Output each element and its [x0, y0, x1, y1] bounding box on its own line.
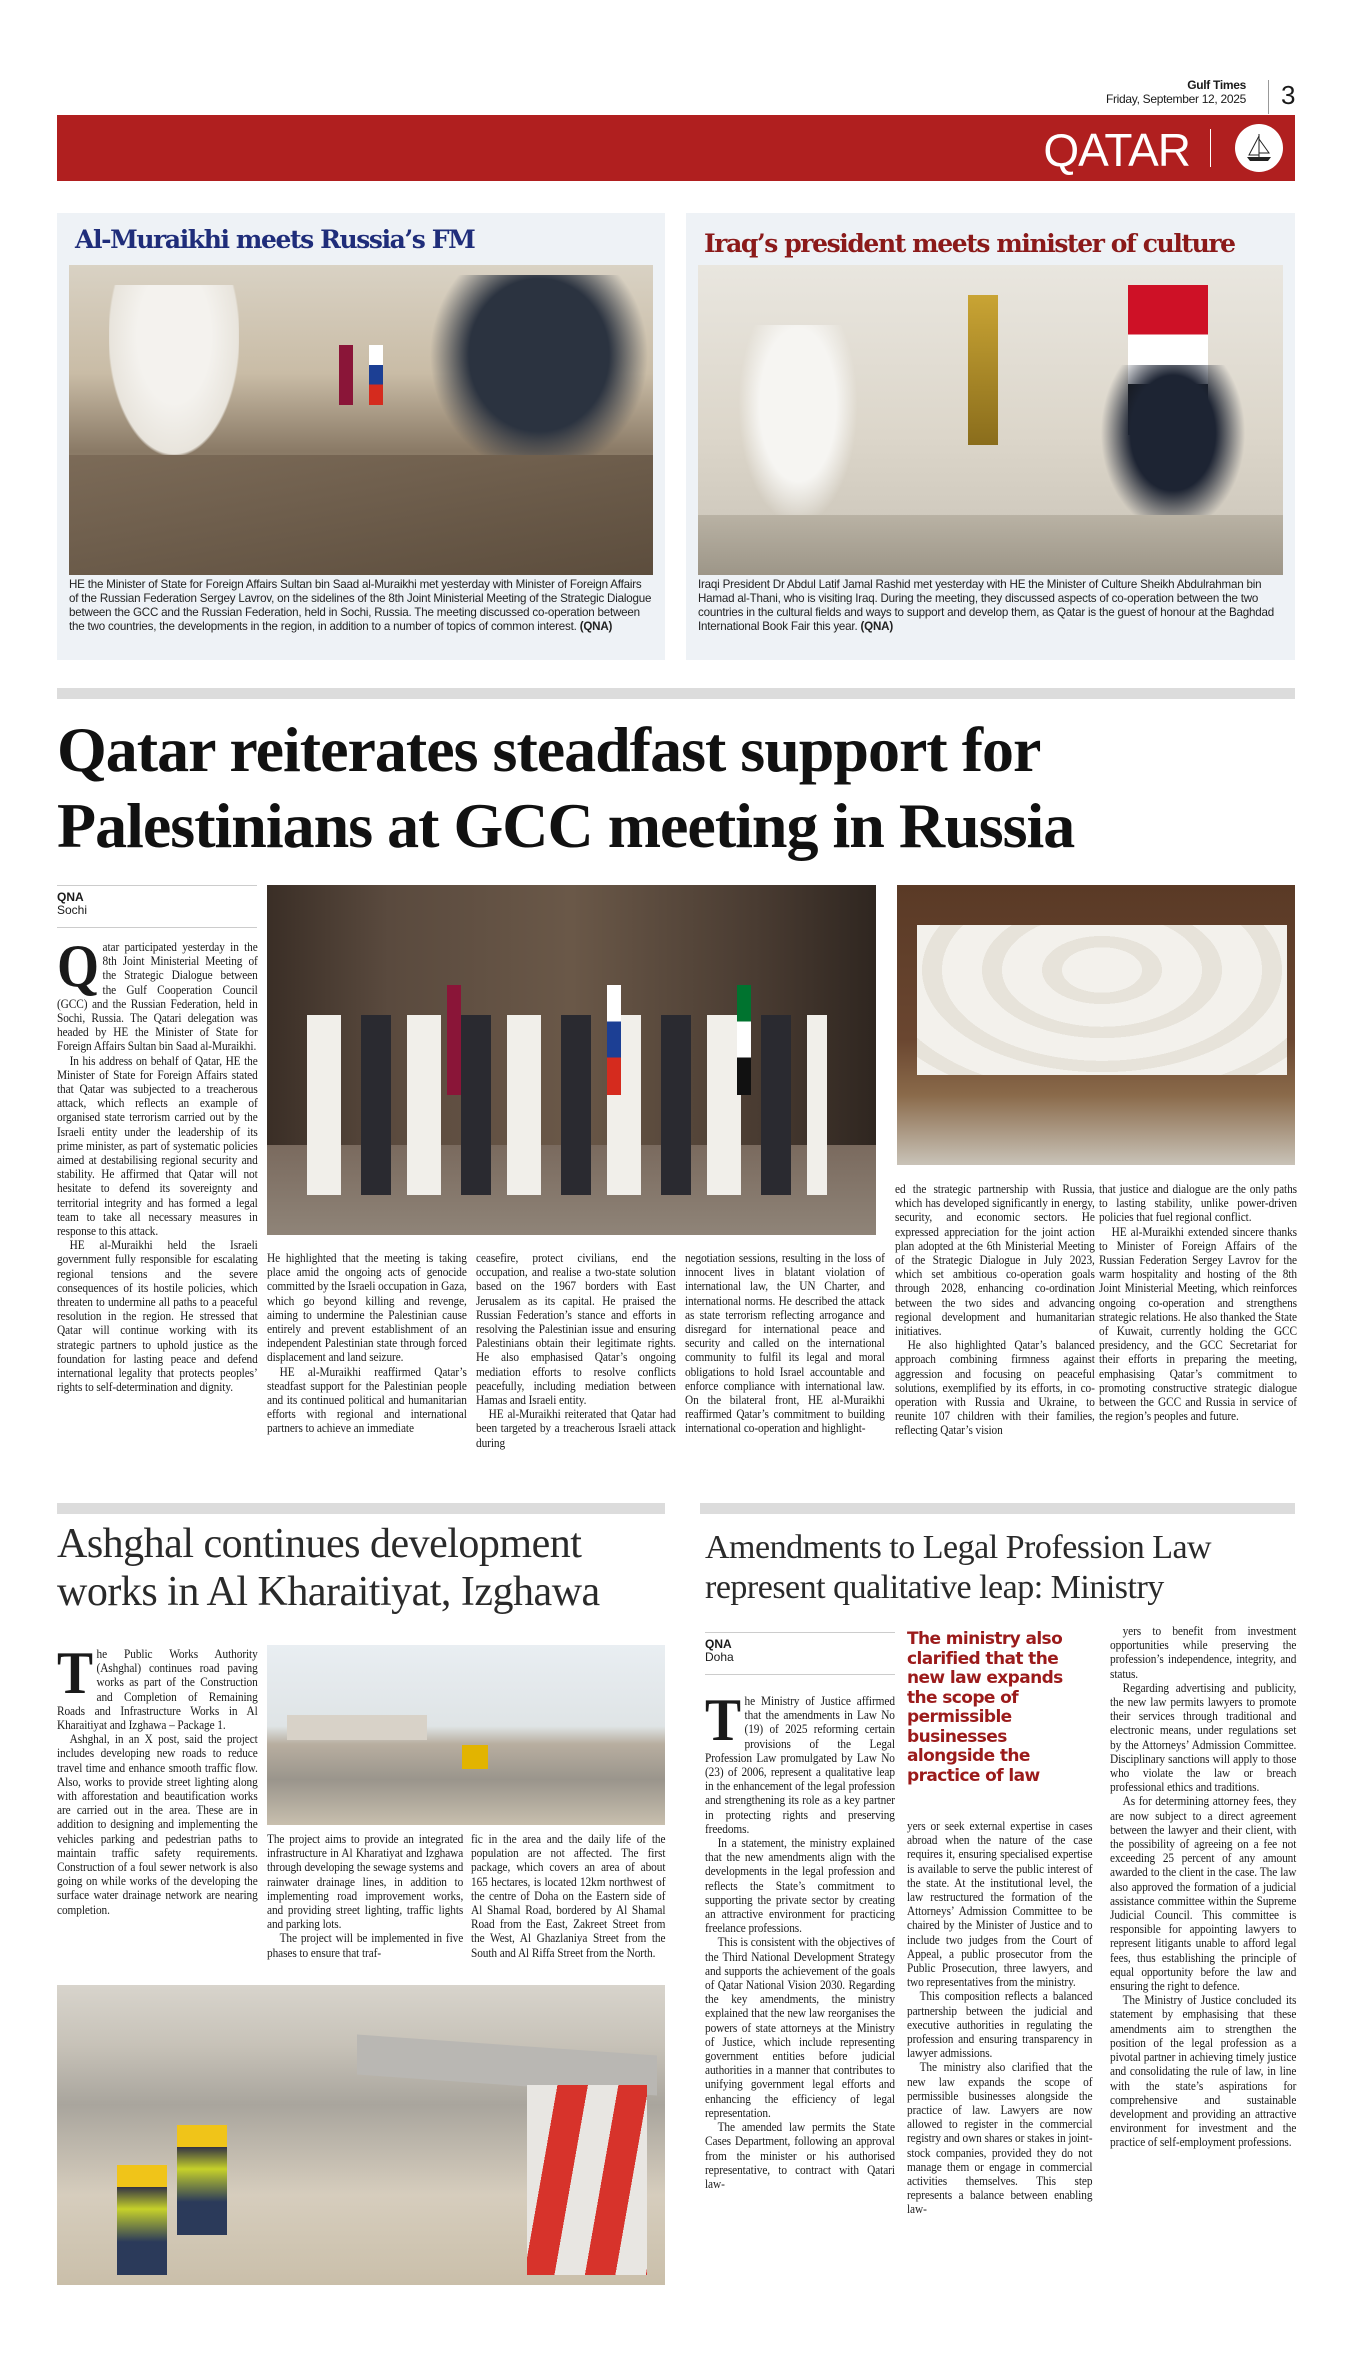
- byline: [705, 1632, 895, 1675]
- photo-story-iraq: [686, 213, 1295, 660]
- photo-story-muraikhi: [57, 213, 665, 660]
- article-column: [1110, 1624, 1296, 2150]
- paragraph: HE al-Muraikhi reaffirmed Qatar’s steadfast support for the Palestinian people and its continued political and humanitarian efforts with regional and international partners to achieve an immediate: [267, 1364, 467, 1436]
- paragraph: HE al-Muraikhi reiterated that Qatar had been targeted by a treacherous Israeli attack during: [476, 1407, 676, 1450]
- headline-line: Qatar reiterates steadfast support for: [57, 714, 1041, 785]
- paragraph: This composition reflects a balanced partnership between the judicial and executive authorities in regulating the profession and ensuring transparency in lawyer admissions.: [907, 1989, 1093, 2061]
- photo-caption: [698, 578, 1283, 634]
- headline-line: Palestinians at GCC meeting in Russia: [57, 790, 1075, 861]
- paragraph: This is consistent with the objectives of the Third National Development Strategy and supports the achievement of the goals of Qatar National Vision 2030. Regarding the key amendments, the ministry explained that the new law reorganises the powers of state attorneys at the Ministry of Justice, which include representing government entities before judicial authorities in a manner that contributes to unifying government legal efforts and enhancing the efficiency of legal representation.: [705, 1935, 895, 2120]
- paragraph: He highlighted that the meeting is taking place amid the ongoing acts of genocide committed by the Israeli occupation in Gaza, which go beyond killing and revenge, aiming to undermine the Palestinian cause entirely and prevent establishment of an independent Palestinian state through forced displacement and land seizure.: [267, 1251, 467, 1365]
- article-column: [895, 1182, 1095, 1438]
- ashghal-headline: [57, 1520, 677, 1616]
- byline-dateline: Sochi: [57, 903, 88, 917]
- article-column: [1099, 1182, 1297, 1423]
- article-column: [471, 1832, 665, 1960]
- banner-divider: [1210, 129, 1211, 167]
- paragraph: The project aims to provide an integrated infrastructure in Al Kharatiyat and Izghawa through developing the sewage systems and rainwater drainage lines, in addition to implementing road improvement works, and providing street lighting, traffic lights and parking lots.: [267, 1832, 464, 1932]
- photo-road-works: [267, 1645, 665, 1825]
- caption-text: HE the Minister of State for Foreign Affairs Sultan bin Saad al-Muraikhi met yesterday with Minister of Foreign Affairs of the Russian Federation Sergey Lavrov, on the sidelines of the 8th Joint Ministerial Meeting of the Strategic Dialogue between the GCC and the Russian Federation, held in Sochi, Russia. The meeting discussed co-operation between the two countries, the developments in the region, in addition to a number of topics of common interest.: [69, 578, 652, 633]
- photo-workers-paving: [57, 1985, 665, 2285]
- paragraph: The ministry also clarified that the new law expands the scope of permissible businesses alongside the practice of law. Lawyers are now allowed to register in the commercial registry and own shares or stakes in joint-stock companies, provided they do not manage them or engage in commercial activities themselves. This step represents a balance between enabling law-: [907, 2060, 1093, 2217]
- article-column: [57, 1640, 258, 1917]
- page-number: 3: [1268, 80, 1295, 114]
- publication-name: Gulf Times: [1187, 78, 1246, 92]
- photo-story-title: Iraq’s president meets minister of culture: [704, 229, 1235, 258]
- article-column: [57, 933, 258, 1395]
- headline-line: works in Al Kharaitiyat, Izghawa: [57, 1569, 600, 1615]
- section-banner: [57, 115, 1295, 181]
- paragraph: The amended law permits the State Cases Department, following an approval from the minister or his authorised representative, to contract with Qatari law-: [705, 2120, 895, 2191]
- dhow-icon: [1235, 124, 1283, 172]
- pull-quote: The ministry also clarified that the new law expands the scope of permissible businesses alongside the practice of law: [907, 1629, 1063, 1786]
- photo-caption: [69, 578, 653, 634]
- section-divider: [57, 1503, 665, 1514]
- paragraph: The Ministry of Justice concluded its statement by emphasising that these amendments aim to strengthen the position of the legal profession as a pivotal partner in achieving timely justice and consolidating the rule of law, in line with the state’s aspirations for comprehensive and sustainable development and providing an attractive environment for investment and the practice of self-employment professions.: [1110, 1993, 1297, 2150]
- paragraph: negotiation sessions, resulting in the loss of innocent lives in blatant violation of international law, the UN Charter, and international norms. He described the attack as state terrorism reflecting arrogance and disregard for international peace and security and called on the international community to fulfil its legal and moral obligations to hold Israel accountable and enforce compliance with international law. On the bilateral front, HE al-Muraikhi reaffirmed Qatar’s commitment to building international co-operation and highlight-: [685, 1251, 885, 1436]
- paragraph: The Public Works Authority (Ashghal) continues road paving works as part of the Construction and Completion of Remaining Roads and Infrastructure Works in Al Kharaitiyat and Izghawa – Package 1.: [57, 1640, 258, 1733]
- byline-agency: QNA: [705, 1637, 732, 1651]
- paragraph: fic in the area and the daily life of the population are not affected. The first package, which covers an area of about 165 hectares, is located 12km northwest of the centre of Doha on the Eastern side of Al Shamal Road, bordered by Al Shamal Road from the East, Zakreet Street from the West, Al Ghazlaniya Street from the South and Al Riffa Street from the North.: [471, 1832, 666, 1960]
- headline-line: Ashghal continues development: [57, 1521, 582, 1567]
- paragraph: He also highlighted Qatar’s balanced approach combining firmness against aggression and focusing on peaceful solutions, exemplified by its efforts, in co-operation with Russia and Ukraine, to reunite 107 children with their families, reflecting Qatar’s vision: [895, 1338, 1095, 1438]
- issue-date: Friday, September 12, 2025: [1105, 92, 1246, 106]
- section-divider: [700, 1503, 1295, 1514]
- article-column: [476, 1251, 676, 1450]
- section-divider: [57, 688, 1295, 699]
- caption-credit: (QNA): [579, 620, 613, 633]
- paragraph: yers to benefit from investment opportunities while preserving the profession’s independence, integrity, and status.: [1110, 1624, 1297, 1681]
- byline: [57, 885, 257, 928]
- photo-story-title: Al-Muraikhi meets Russia’s FM: [75, 225, 475, 254]
- byline-dateline: Doha: [705, 1650, 734, 1664]
- paragraph: Ashghal, in an X post, said the project includes developing new roads to reduce travel time and enhance smooth traffic flow. Also, works to provide street lighting along with afforestation and beautification works are carried out in the area. These are in addition to designing and implementing the vehicles parking and pedestrian paths to maintain traffic safety requirements. Construction of a foul sewer network is also going on while works of the developing the surface water drainage network are nearing completion.: [57, 1732, 258, 1917]
- paragraph: The Ministry of Justice affirmed that the amendments in Law No (19) of 2025 reforming certain provisions of the Legal Profession Law promulgated by Law No (23) of 2006, represent a qualitative leap in the enhancement of the legal profession and strengthening its role as a key partner in protecting rights and preserving freedoms.: [705, 1687, 895, 1836]
- article-column: [685, 1251, 885, 1436]
- paragraph: that justice and dialogue are the only paths to lasting stability, unlike power-driven policies that fuel regional conflict.: [1099, 1182, 1297, 1225]
- paragraph: In a statement, the ministry explained that the new amendments align with the developments in the legal profession and reflects the State’s commitment to supporting the private sector by creating an attractive environment for practicing freelance professions.: [705, 1836, 895, 1936]
- article-column: [907, 1819, 1092, 2217]
- law-headline: [705, 1528, 1305, 1608]
- masthead: [1106, 78, 1246, 106]
- paragraph: yers or seek external expertise in cases abroad when the nature of the case requires it, ensuring specialised expertise is available to serve the public interest of the state. At the institutional level, the law restructured the formation of the Attorneys’ Admission Committee to be chaired by the Minister of Justice and to include two judges from the Court of Appeal, a public prosecutor from the Public Prosecution, three lawyers, and two representatives from the ministry.: [907, 1819, 1093, 1990]
- paragraph: As for determining attorney fees, they are now subject to a direct agreement between the lawyer and their client, with the possibility of agreeing on a fee not exceeding 25 percent of any amount awarded to the client in the case. The law also approved the formation of a judicial assistance committee within the Supreme Judicial Council. This committee is responsible for appointing lawyers to represent litigants unable to afford legal fees, thus establishing the principle of equal opportunity before the law and ensuring the right to defence.: [1110, 1794, 1297, 1994]
- paragraph: Qatar participated yesterday in the 8th Joint Ministerial Meeting of the Strategic Dialogue between the Gulf Cooperation Council (GCC) and the Russian Federation, held in Sochi, Russia. The Qatari delegation was headed by HE the Minister of State for Foreign Affairs Sultan bin Saad al-Muraikhi.: [57, 933, 258, 1054]
- photo-iraq-president: [698, 265, 1283, 575]
- article-column: [267, 1251, 467, 1436]
- paragraph: In his address on behalf of Qatar, HE the Minister of State for Foreign Affairs stated that Qatar was subjected to a treacherous attack, which reflects an example of organised state terrorism carried out by the Israeli entity under the leadership of its prime minister, as part of systematic policies aimed at destabilising regional security and stability. He affirmed that Qatar will not hesitate to defend its sovereignty and territorial integrity and has formed a legal team to take all necessary measures in response to this attack.: [57, 1053, 258, 1239]
- byline-agency: QNA: [57, 890, 84, 904]
- paragraph: ceasefire, protect civilians, end the occupation, and realise a two-state solution based on the 1967 borders with East Jerusalem as its capital. He praised the Russian Federation’s stance and efforts in resolving the Palestinian issue and ensuring Palestinians obtain their legitimate rights. He also emphasised Qatar’s ongoing mediation efforts to resolve conflicts peacefully, including mediation between Hamas and Israeli entity.: [476, 1251, 676, 1408]
- section-title: QATAR: [1043, 124, 1190, 176]
- caption-text: Iraqi President Dr Abdul Latif Jamal Rashid met yesterday with HE the Minister of Culture Sheikh Abdulrahman bin Hamad al-Thani, who is visiting Iraq. During the meeting, they discussed aspects of co-operation between the two countries in the cultural fields and ways to support and develop them, as Qatar is the guest of honour at the Baghdad International Book Fair this year.: [698, 578, 1274, 633]
- headline-line: represent qualitative leap: Ministry: [705, 1569, 1164, 1606]
- paragraph: The project will be implemented in five phases to ensure that traf-: [267, 1931, 464, 1960]
- paragraph: HE al-Muraikhi held the Israeli government fully responsible for escalating regional tensions and the severe consequences of its hostile policies, which threaten to undermine all paths to a peaceful resolution in the region. He stressed that Qatar will continue working with its strategic partners to uphold justice as the foundation for lasting peace and defend international legality that protects peoples’ rights to self-determination and dignity.: [57, 1238, 258, 1395]
- paragraph: ed the strategic partnership with Russia, which has developed significantly in energy, security, and economic sectors. He expressed appreciation for the joint action plan adopted at the 6th Ministerial Meeting of the Strategic Dialogue in July 2023, which set ambitious co-operation goals through 2028, enhancing co-ordination between the two sides and advancing regional development and humanitarian initiatives.: [895, 1182, 1095, 1339]
- photo-gcc-ministers: [267, 885, 876, 1235]
- main-headline: [57, 712, 1307, 864]
- photo-gcc-delegation: [897, 885, 1295, 1165]
- article-column: [705, 1687, 895, 2191]
- article-column: [267, 1832, 463, 1960]
- paragraph: Regarding advertising and publicity, the new law permits lawyers to promote their services through traditional and electronic means, under regulations set by the Attorneys’ Admission Committee. Disciplinary sanctions will apply to those who violate the law or breach professional ethics and traditions.: [1110, 1680, 1297, 1795]
- paragraph: HE al-Muraikhi extended sincere thanks to Minister of Foreign Affairs of the Russian Federation Sergey Lavrov for the warm hospitality and hosting of the 8th Joint Ministerial Meeting, which reinforces ongoing co-operation and strengthens strategic relations. He also thanked the State of Kuwait, currently holding the GCC presidency, and the GCC Secretariat for their efforts in preparing the meeting, emphasising Qatar’s commitment to promoting constructive strategic dialogue between the GCC and Russia in service of the region’s peoples and future.: [1099, 1224, 1297, 1424]
- photo-muraikhi-lavrov: [69, 265, 653, 575]
- caption-credit: (QNA): [860, 620, 893, 633]
- headline-line: Amendments to Legal Profession Law: [705, 1529, 1212, 1566]
